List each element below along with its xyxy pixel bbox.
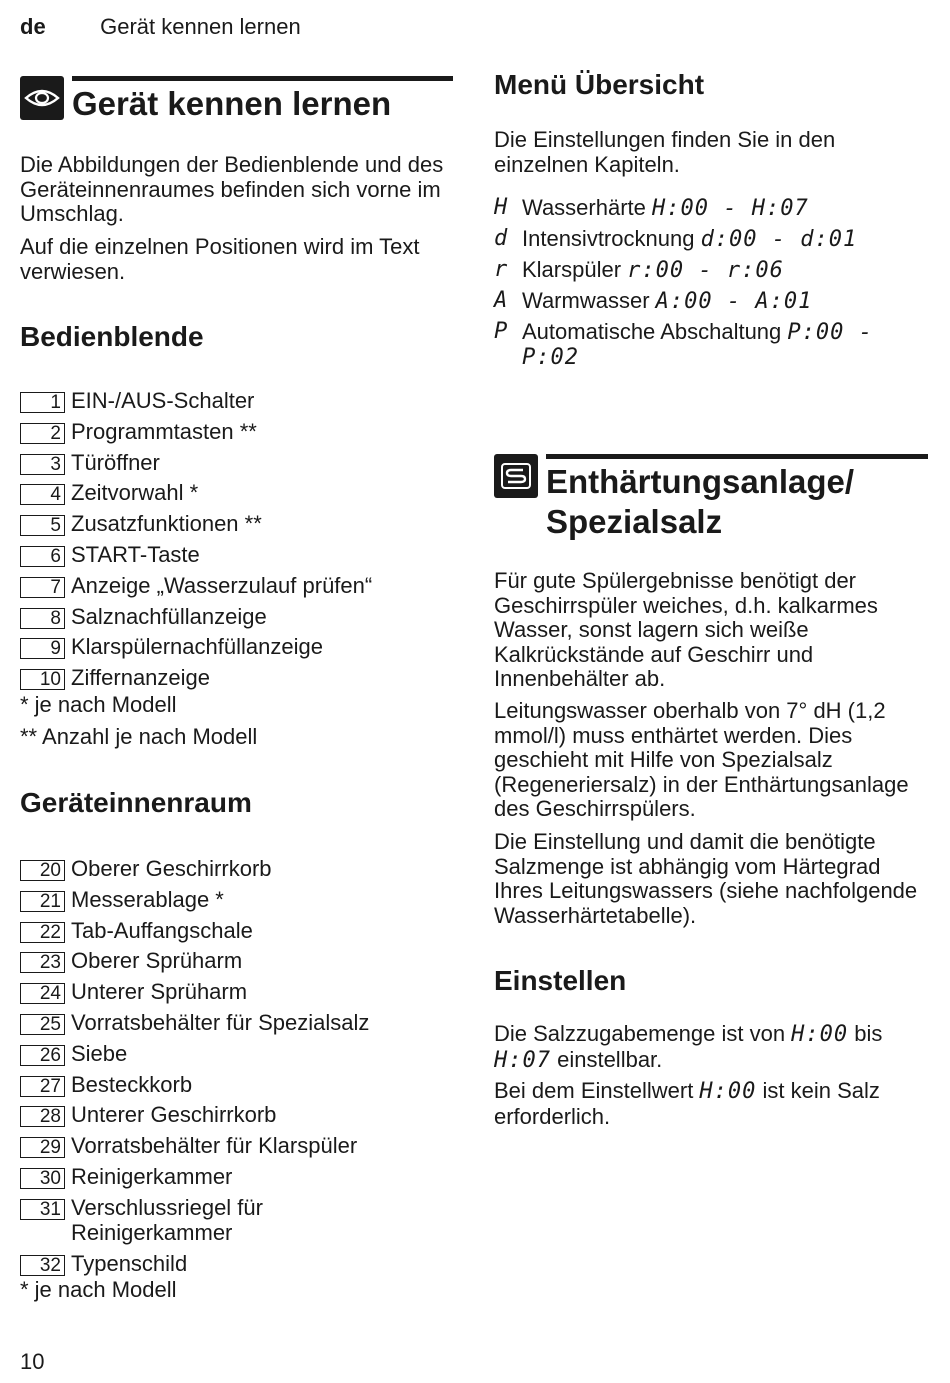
list-item xyxy=(20,511,460,542)
section-title xyxy=(546,454,928,542)
menu-intro: Die Einstellungen finden Sie in den einzelnen Kapiteln. xyxy=(494,127,836,177)
position-number: 31 xyxy=(20,1199,65,1220)
position-number: 5 xyxy=(20,515,65,536)
position-number: 20 xyxy=(20,860,65,881)
list-item xyxy=(20,979,460,1010)
menu-item xyxy=(494,289,930,320)
position-number: 22 xyxy=(20,922,65,943)
list-item-label: Oberer Sprüharm xyxy=(71,948,243,974)
list-item-label: Verschlussriegel für Reinigerkammer xyxy=(71,1194,263,1245)
position-number: 2 xyxy=(20,423,65,444)
list-item-label: Reinigerkammer xyxy=(71,1163,233,1189)
menu-label: Warmwasser xyxy=(522,288,650,313)
position-number: 27 xyxy=(20,1076,65,1097)
list-item-label: Türöffner xyxy=(71,449,160,475)
menu-label: Klarspüler xyxy=(522,257,622,282)
position-number: 7 xyxy=(20,577,65,598)
position-number: 30 xyxy=(20,1168,65,1189)
text: ist kein Salz erforderlich. xyxy=(494,1078,880,1129)
section-title: Gerät kennen lernen xyxy=(72,76,453,124)
bedienblende-list xyxy=(20,388,460,696)
display-code: H:00 xyxy=(791,1022,849,1047)
section-title-line1: Enthärtungsanlage/ xyxy=(546,463,855,500)
list-item xyxy=(20,1041,460,1072)
menu-code: d xyxy=(494,226,509,251)
list-item xyxy=(20,1195,460,1251)
position-number: 4 xyxy=(20,484,65,505)
salt-icon xyxy=(494,454,538,498)
list-item xyxy=(20,419,460,450)
menu-label: Intensivtrocknung xyxy=(522,226,695,251)
section-title-line2: Spezialsalz xyxy=(546,503,723,540)
list-item xyxy=(20,1164,460,1195)
list-item xyxy=(20,634,460,665)
position-number: 9 xyxy=(20,638,65,659)
salz-paragraph-1: Für gute Spülergebnisse benötigt der Geschirrspüler weiches, d.h. kalkarmes Wasser, sonst lagern sich weiße Kalkrückstände auf Geschirr und Innenbehälter ab. xyxy=(494,568,878,692)
position-number: 23 xyxy=(20,952,65,973)
menu-item xyxy=(494,227,930,258)
list-item-label: Typenschild xyxy=(71,1250,188,1276)
footnote-model: * je nach Modell xyxy=(20,692,177,717)
innenraum-heading: Geräteinnenraum xyxy=(20,787,252,818)
list-item-label: Unterer Geschirrkorb xyxy=(71,1102,277,1128)
list-item-label: EIN-/AUS-Schalter xyxy=(71,388,255,413)
position-number: 1 xyxy=(20,392,65,413)
list-item xyxy=(20,542,460,573)
page-number: 10 xyxy=(20,1349,45,1374)
salz-paragraph-3: Die Einstellung und damit die benötigte Salzmenge ist abhängig vom Härtegrad Ihres Leitungswassers (siehe nachfolgende Wasserhärtetabelle). xyxy=(494,829,918,928)
list-item-label: Vorratsbehälter für Klarspüler xyxy=(71,1133,358,1159)
list-item-label: START-Taste xyxy=(71,541,200,567)
position-number: 3 xyxy=(20,454,65,475)
menu-item xyxy=(494,258,930,289)
list-item xyxy=(20,856,460,887)
position-number: 32 xyxy=(20,1255,65,1276)
list-item-label: Programmtasten ** xyxy=(71,418,257,444)
list-item xyxy=(20,1102,460,1133)
position-number: 28 xyxy=(20,1106,65,1127)
list-item-label: Besteckkorb xyxy=(71,1071,193,1097)
list-item xyxy=(20,1010,460,1041)
einstellen-paragraph-1 xyxy=(494,1022,924,1073)
list-item-label: Siebe xyxy=(71,1040,128,1066)
menu-range: r:00 - r:06 xyxy=(627,258,784,283)
list-item xyxy=(20,604,460,635)
list-item-label: Salznachfüllanzeige xyxy=(71,603,267,629)
menu-range: d:00 - d:01 xyxy=(700,227,858,252)
intro-paragraph-1: Die Abbildungen der Bedienblende und des Geräteinnenraumes befinden sich vorne im Umschlag. xyxy=(20,152,444,227)
menu-item xyxy=(494,320,930,374)
menu-code: r xyxy=(494,257,509,282)
list-item-label: Unterer Sprüharm xyxy=(71,979,248,1005)
menu-label: Wasserhärte xyxy=(522,195,646,220)
menu-item xyxy=(494,196,930,227)
list-item xyxy=(20,388,460,419)
einstellen-heading: Einstellen xyxy=(494,965,627,996)
header-title: Gerät kennen lernen xyxy=(100,14,301,39)
einstellen-paragraph-2 xyxy=(494,1079,924,1129)
text: einstellbar. xyxy=(550,1046,663,1072)
section-heading-salz xyxy=(494,454,928,542)
list-item xyxy=(20,450,460,481)
list-item-label: Zusatzfunktionen ** xyxy=(71,511,262,537)
position-number: 21 xyxy=(20,891,65,912)
menu-range: A:00 - A:01 xyxy=(655,289,813,314)
list-item-label: Zeitvorwahl * xyxy=(71,480,199,506)
list-item xyxy=(20,1072,460,1103)
position-number: 29 xyxy=(20,1137,65,1158)
list-item-label: Klarspülernachfüllanzeige xyxy=(71,634,323,660)
menu-heading: Menü Übersicht xyxy=(494,69,705,100)
menu-code: H xyxy=(494,195,509,220)
menu-range: H:00 - H:07 xyxy=(652,196,809,221)
list-item-label: Tab-Auffangschale xyxy=(71,917,253,943)
section-heading-geraet xyxy=(20,76,453,124)
list-item xyxy=(20,480,460,511)
list-item xyxy=(20,573,460,604)
display-code: H:07 xyxy=(494,1047,551,1073)
display-code: H:00 xyxy=(699,1079,757,1104)
position-number: 26 xyxy=(20,1045,65,1066)
list-item-label: Vorratsbehälter für Spezialsalz xyxy=(71,1009,370,1035)
menu-list xyxy=(494,196,930,374)
language-code: de xyxy=(20,14,46,39)
eye-icon xyxy=(20,76,64,120)
list-item xyxy=(20,918,460,949)
list-item-label: Anzeige „Wasserzulauf prüfen“ xyxy=(71,572,373,598)
text: Die Salzzugabemenge ist von xyxy=(494,1021,792,1046)
page-header xyxy=(20,14,301,40)
menu-code: A xyxy=(494,288,509,313)
position-number: 24 xyxy=(20,983,65,1004)
intro-paragraph-2: Auf die einzelnen Positionen wird im Text verwiesen. xyxy=(20,234,420,284)
innenraum-list xyxy=(20,856,460,1282)
position-number: 10 xyxy=(20,669,65,690)
position-number: 25 xyxy=(20,1014,65,1035)
text: Bei dem Einstellwert xyxy=(494,1078,700,1103)
text: bis xyxy=(848,1021,883,1046)
footnote-model: * je nach Modell xyxy=(20,1277,177,1302)
list-item-label: Oberer Geschirrkorb xyxy=(71,856,272,881)
salz-paragraph-2: Leitungswasser oberhalb von 7° dH (1,2 mmol/l) muss enthärtet werden. Dies geschieht mit Hilfe von Spezialsalz (Regeneriersalz) in der Enthärtungsanlage des Geschirrspülers. xyxy=(494,698,909,822)
position-number: 6 xyxy=(20,546,65,567)
menu-code: P xyxy=(494,319,509,344)
bedienblende-heading: Bedienblende xyxy=(20,321,204,352)
menu-label: Automatische Abschaltung xyxy=(522,319,782,344)
list-item xyxy=(20,948,460,979)
list-item-label: Ziffernanzeige xyxy=(71,665,211,691)
footnote-count: ** Anzahl je nach Modell xyxy=(20,724,258,749)
list-item xyxy=(20,887,460,918)
list-item xyxy=(20,1133,460,1164)
list-item-label: Messerablage * xyxy=(71,886,224,912)
menu-range: P:00 - P:02 xyxy=(522,320,873,370)
position-number: 8 xyxy=(20,608,65,629)
